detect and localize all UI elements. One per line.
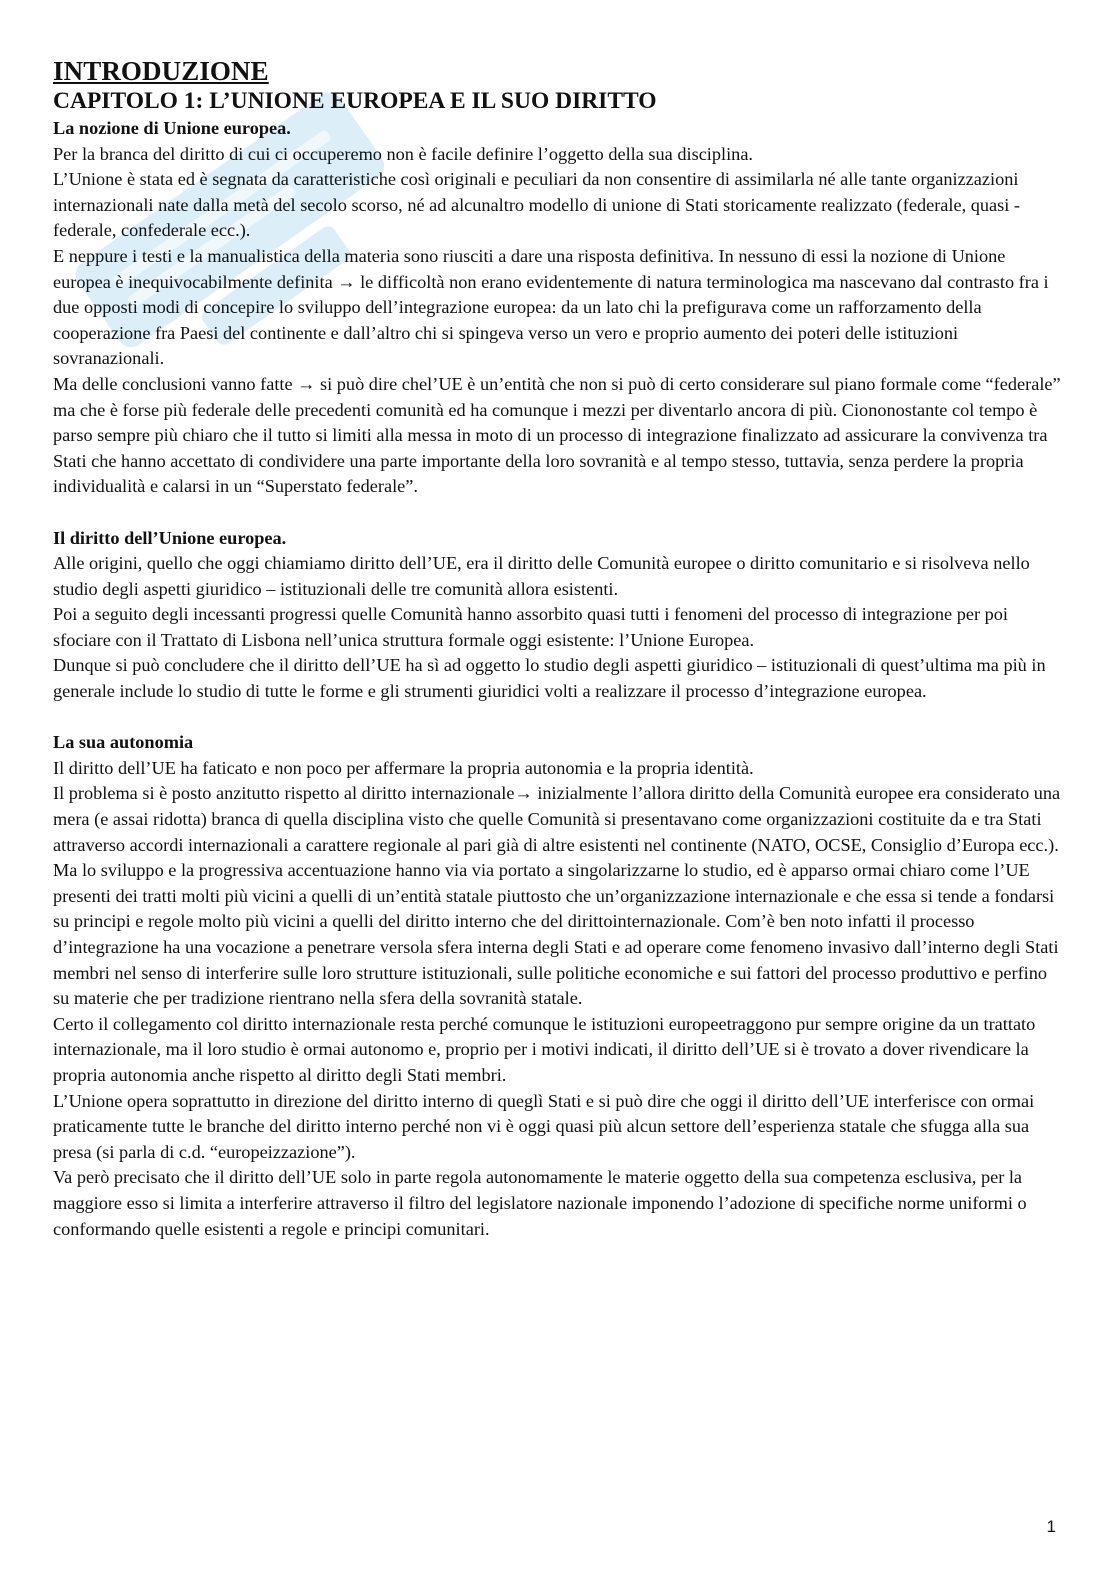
section-nozione — [53, 116, 1063, 500]
section-heading: La nozione di Unione europea. — [53, 118, 291, 138]
paragraph: Va però precisato che il diritto dell’UE solo in parte regola autonomamente le materie oggetto della sua competenza esclusiva, per la maggiore esso si limita a interferire attraverso il filtro del legislatore nazionale imponendo l’adozione di specifiche norme uniformi o conformando quelle esistenti a regole e principi comunitari. — [53, 1167, 1027, 1239]
paragraph: Certo il collegamento col diritto internazionale resta perché comunque le istituzioni europeetraggono pur sempre origine da un trattato internazionale, ma il loro studio è ormai autonomo e, proprio per i motivi indicati, il diritto dell’UE si è trovato a dover rivendicare la propria autonomia anche rispetto al diritto degli Stati membri. — [53, 1013, 1036, 1085]
paragraph: Ma delle conclusioni vanno fatte → si può dire chel’UE è un’entità che non si può di certo considerare sul piano formale come “federale” ma che è forse più federale delle precedenti comunità ed ha comunque i mezzi per diventarlo ancora di più. Ciononostante col tempo è parso sempre più chiaro che il tutto si limiti alla messa in moto di un processo di integrazione finalizzato ad assicurare la convivenza tra Stati che hanno accettato di condividere una parte importante della loro sovranità e al tempo stesso, tuttavia, senza perdere la propria individualità e calarsi in un “Superstato federale”. — [53, 373, 1061, 497]
document-page — [53, 56, 1063, 1242]
paragraph: L’Unione è stata ed è segnata da caratteristiche così originali e peculiari da non consentire di assimilarla né alle tante organizzazioni internazionali nate dalla metà del secolo scorso, né ad alcunaltro modello di unione di Stati storicamente realizzato (federale, quasi - federale, confederale ecc.). — [53, 169, 1021, 241]
section-heading: Il diritto dell’Unione europea. — [53, 527, 287, 548]
chapter-heading: CAPITOLO 1: L’UNIONE EUROPEA E IL SUO DIRITTO — [53, 88, 657, 114]
paragraph: Dunque si può concludere che il diritto dell’UE ha sì ad oggetto lo studio degli aspetti giuridico – istituzionali di quest’ultima ma più in generale include lo studio di tutte le forme e gli strumenti giuridici volti a realizzare il processo d’integrazione europea. — [53, 655, 1046, 702]
section-heading: La sua autonomia — [53, 732, 194, 753]
paragraph: Il problema si è posto anzitutto rispetto al diritto internazionale→ inizialmente l’allora diritto della Comunità europee era considerato una mera (e assai ridotta) branca di quella disciplina visto che quelle Comunità si presentavano come organizzazioni costituite da e tra Stati attraverso accordi internazionali a carattere regionale al pari già di altre esistenti nel continente (NATO, OCSE, Consiglio d’Europa ecc.). — [53, 783, 1061, 855]
paragraph: Per la branca del diritto di cui ci occuperemo non è facile definire l’oggetto della sua disciplina. — [53, 143, 754, 164]
paragraph: Il diritto dell’UE ha faticato e non poco per affermare la propria autonomia e la propria identità. — [53, 757, 754, 778]
document-title: INTRODUZIONE — [53, 56, 269, 86]
section-diritto — [53, 526, 1063, 705]
section-autonomia — [53, 730, 1063, 1242]
paragraph: E neppure i testi e la manualistica della materia sono riusciti a dare una risposta definitiva. In nessuno di essi la nozione di Unione europea è inequivocabilmente definita → le difficoltà non erano evidentemente di natura terminologica ma nascevano dal contrasto fra i due opposti modi di concepire lo sviluppo dell’integrazione europea: da un lato chi la prefigurava come un rafforzamento della cooperazione fra Paesi del continente e dall’altro chi si spingeva verso un vero e proprio aumento dei poteri delle istituzioni sovranazionali. — [53, 245, 1049, 369]
paragraph: Alle origini, quello che oggi chiamiamo diritto dell’UE, era il diritto delle Comunità europee o diritto comunitario e si risolveva nello studio degli aspetti giuridico – istituzionali delle tre comunità allora esistenti. — [53, 553, 1030, 599]
paragraph: Ma lo sviluppo e la progressiva accentuazione hanno via via portato a singolarizzarne lo studio, ed è apparso ormai chiaro come l’UE presenti dei tratti molti più vicini a quelli di un’entità statale piuttosto che un’organizzazione internazionale e che essa si tende a fondarsi su principi e regole molto più vicini a quelli del diritto interno che del dirittointernazionale. Com’è ben noto infatti il processo d’integrazione ha una vocazione a penetrare versola sfera interna degli Stati e ad operare come fenomeno invasivo dall’interno degli Stati membri nel senso di interferire sulle loro strutture istituzionali, sulle politiche economiche e sui fattori del processo produttivo e perfino su materie che per tradizione rientrano nella sfera della sovranità statale. — [53, 860, 1059, 1009]
page-number: 1 — [1046, 1517, 1056, 1536]
spacer — [53, 705, 1063, 731]
spacer — [53, 500, 1063, 526]
paragraph: L’Unione opera soprattutto in direzione del diritto interno di queglì Stati e si può dire che oggi il diritto dell’UE interferisce con ormai praticamente tutte le branche del diritto interno perché non vi è oggi quasi più alcun settore dell’esperienza statale che sfugga alla sua presa (si parla di c.d. “europeizzazione”). — [53, 1090, 1035, 1162]
paragraph: Poi a seguito degli incessanti progressi quelle Comunità hanno assorbito quasi tutti i fenomeni del processo di integrazione per poi sfociare con il Trattato di Lisbona nell’unica struttura formale oggi esistente: l’Unione Europea. — [53, 604, 1008, 650]
